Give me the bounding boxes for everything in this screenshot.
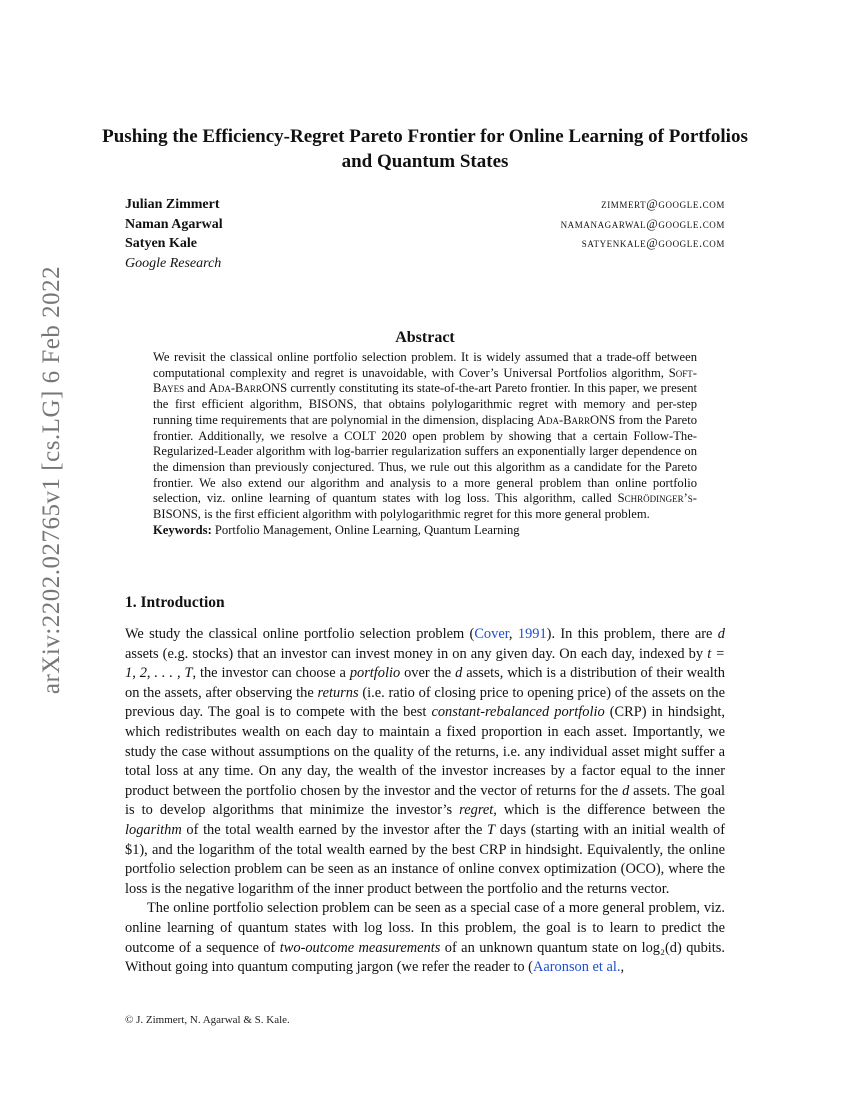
author-name: Julian Zimmert (125, 197, 220, 212)
keywords-line (153, 523, 697, 539)
keywords-label: Keywords: (153, 522, 212, 537)
citation-link[interactable]: Cover (474, 626, 509, 642)
author-email[interactable]: zimmert@google.com (601, 197, 725, 211)
citation-link[interactable]: 1991 (517, 626, 547, 642)
author-row (125, 215, 725, 235)
author-row (125, 234, 725, 254)
citation-link[interactable]: Aaronson et al. (532, 959, 621, 976)
intro-body (125, 625, 725, 978)
intro-paragraph-1: We study the classical online portfolio selection problem (Cover, 1991). In this problem, there are d assets (e.g. stocks) that an investor can invest money in on any given day. On each day, indexed by t = 1, 2, . . . , T, the investor can choose a portfolio over the d assets, which is a distribution of their wealth on the assets, after observing the returns (i.e. ratio of closing price to opening price) of the assets on the previous day. The goal is to compete with the best constant-rebalanced portfolio (CRP) in hindsight, which redistributes wealth on each day to maintain a fixed proportion in each asset. Importantly, we study the case without assumptions on the quality of the returns, i.e. any individual asset might suffer a total loss at any time. On any day, the wealth of the investor increases by a factor equal to the inner product between the portfolio chosen by the investor and the vector of returns for the d assets. The goal is to develop algorithms that minimize the investor’s regret, which is the difference between the logarithm of the total wealth earned by the investor after the T days (starting with an initial wealth of $1), and the logarithm of the total wealth earned by the best CRP in hindsight. Equivalently, the online portfolio selection problem can be seen as an instance of online convex optimization (OCO), where the loss is the negative logarithm of the inner product between the portfolio and the returns vector. (125, 626, 726, 897)
author-name: Naman Agarwal (125, 216, 223, 232)
abstract-text: We revisit the classical online portfolio selection problem. It is widely assumed that a trade-off between computational complexity and regret is unavoidable, with Cover’s Universal Portfolios algorithm, Soft-Bayes and Ada-BarrONS currently constituting its state-of-the-art Pareto frontier. In this paper, we present the first efficient algorithm, BISONS, that obtains polylogarithmic regret with memory and per-step running time requirements that are polynomial in the dimension, displacing Ada-BarrONS from the Pareto frontier. Additionally, we resolve a COLT 2020 open problem by showing that a certain Follow-The-Regularized-Leader algorithm with log-barrier regularization suffers an exponentially larger dependence on the dimension than previously conjectured. Thus, we rule out this algorithm as a candidate for the Pareto frontier. We also extend our algorithm and analysis to a more general problem than online portfolio selection, viz. online learning of quantum states with log loss. This algorithm, called Schrödinger’s-BISONS, is the first efficient algorithm with polylogarithmic regret for this more general problem. (153, 350, 697, 522)
section-heading: 1. Introduction (125, 594, 225, 611)
affiliation: Google Research (125, 255, 222, 271)
author-block (125, 195, 725, 273)
keywords-list: Portfolio Management, Online Learning, Quantum Learning (214, 522, 520, 537)
abstract-heading: Abstract (395, 329, 455, 346)
arxiv-stamp: arXiv:2202.02765v1 [cs.LG] 6 Feb 2022 (38, 265, 65, 695)
copyright-footer: © J. Zimmert, N. Agarwal & S. Kale. (125, 1014, 290, 1026)
abstract-body (153, 350, 697, 538)
author-row (125, 195, 725, 215)
paper-title: Pushing the Efficiency-Regret Pareto Frontier for Online Learning of Portfolios and Quantum States (102, 126, 748, 172)
author-email[interactable]: namanagarwal@google.com (560, 216, 725, 231)
author-email[interactable]: satyenkale@google.com (581, 236, 725, 250)
author-name: Satyen Kale (125, 236, 197, 251)
intro-paragraph-2: The online portfolio selection problem can be seen as a special case of a more general problem, viz. online learning of quantum states with log loss. In this problem, the goal is to learn to predict the outcome of a sequence of two-outcome measurements of an unknown quantum state on log₂(d) qubits. Without going into quantum computing jargon (we refer the reader to (Aaronson et al., (125, 900, 725, 976)
